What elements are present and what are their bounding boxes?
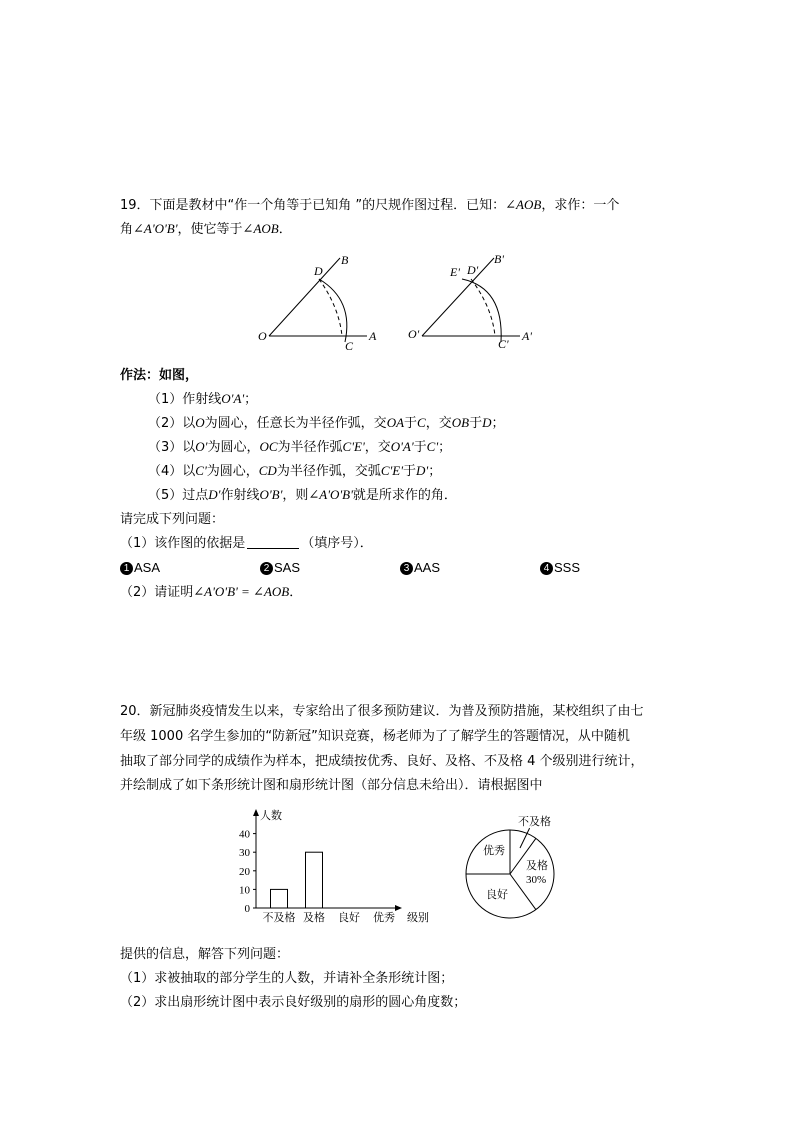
option-1	[120, 558, 160, 579]
y-axis-arrow	[253, 809, 259, 816]
bar-chart	[230, 805, 440, 925]
q20-line3: 抽取了部分同学的成绩作为样本，把成绩按优秀、良好、及格、不及格 4 个级别进行统计，	[120, 754, 644, 769]
part-2	[120, 582, 302, 603]
q20-question-2: （2）求出扇形统计图中表示良好级别的扇形的圆心角度数；	[120, 995, 467, 1010]
step-3	[148, 437, 451, 458]
option-text: SAS	[274, 560, 301, 575]
part-text: ．	[289, 585, 303, 600]
pie-label-pass-percent: 30%	[526, 874, 547, 886]
step-text: 为圆心，任意长为半径作弧，交	[204, 416, 387, 431]
pie-label-good: 良好	[486, 889, 508, 901]
y-tick-label: 40	[239, 828, 250, 841]
arc-c1e1	[462, 279, 501, 342]
step-text: （4）以	[148, 464, 196, 479]
q20-question-1: （1）求被抽取的部分学生的人数，并请补全条形统计图；	[120, 971, 454, 986]
x-axis-arrow	[395, 905, 402, 911]
q19-intro-text: ．	[278, 222, 292, 237]
math: D'	[208, 487, 221, 502]
step-text: ，交	[425, 416, 452, 431]
q19-construction-figures	[250, 250, 550, 350]
part-text: （1）该作图的依据是	[120, 536, 246, 551]
circled-number: 3	[400, 562, 413, 575]
y-tick-label: 10	[239, 884, 250, 897]
math: O'B'	[259, 487, 283, 502]
option-2	[260, 558, 300, 579]
step-text: 作射线	[220, 488, 260, 503]
math: O	[195, 415, 205, 430]
math: C'E'	[380, 463, 404, 478]
math: C'E'	[342, 439, 365, 454]
math: D	[482, 415, 492, 430]
x-tick-label: 不及格	[262, 912, 296, 924]
q20-line1: 20．新冠肺炎疫情发生以来，专家给出了很多预防建议．为普及预防措施，某校组织了由七	[120, 704, 644, 719]
part-1	[120, 534, 373, 554]
q20-line4: 并绘制成了如下条形统计图和扇形统计图（部分信息未给出）．请根据图中	[120, 778, 543, 793]
part-text: （2）请证明	[120, 585, 194, 600]
math: ∠A'O'B' = ∠AOB	[193, 584, 290, 599]
math-angle-a1o1b1: ∠A'O'B'	[133, 221, 178, 236]
step-text: 于	[469, 416, 483, 431]
step-text: 为半径作弧	[277, 440, 343, 455]
q20-line5: 提供的信息，解答下列问题：	[120, 947, 290, 962]
step-1	[148, 389, 257, 410]
q19-intro-text: 角	[120, 222, 134, 237]
q19-intro-text: 19．下面是教材中“作一个角等于已知角 ”的尺规作图过程．已知：	[120, 198, 506, 213]
x-axis-label: 级别	[407, 912, 429, 924]
q19-intro-text: ，使它等于	[177, 222, 243, 237]
step-text: 为圆心，	[207, 440, 260, 455]
label-d: D	[314, 264, 323, 278]
part-text: （填序号）．	[301, 536, 373, 551]
pie-label-excellent: 优秀	[483, 845, 505, 857]
option-text: SSS	[554, 560, 581, 575]
step-text: 于	[403, 464, 417, 479]
option-text: ASA	[134, 560, 161, 575]
step-text: 于	[404, 416, 418, 431]
step-text: 就是所求作的角．	[352, 488, 457, 503]
math: C'	[426, 439, 439, 454]
step-text: 为圆心，	[206, 464, 259, 479]
math-angle-aob: ∠AOB	[242, 221, 279, 236]
y-tick-label: 0	[244, 903, 250, 915]
step-5	[148, 485, 457, 506]
y-axis-label: 人数	[260, 810, 282, 822]
q20-line2: 年级 1000 名学生参加的“防新冠”知识竞赛，杨老师为了了解学生的答题情况，从中随机	[120, 729, 630, 744]
step-text: （5）过点	[148, 488, 209, 503]
circled-number: 2	[260, 562, 273, 575]
math: C	[417, 415, 426, 430]
step-text: ；	[244, 392, 258, 407]
method-title: 作法：如图，	[120, 368, 199, 383]
step-text: （3）以	[148, 440, 196, 455]
x-tick-label: 优秀	[373, 912, 395, 924]
complete-prompt: 请完成下列问题：	[120, 512, 225, 527]
step-4	[148, 461, 441, 482]
bar	[306, 852, 323, 908]
math: D'	[416, 463, 429, 478]
circled-number: 4	[540, 562, 553, 575]
step-text: ；	[438, 440, 452, 455]
step-text: ，交	[364, 440, 391, 455]
dashed-chord-c1d1	[471, 279, 495, 336]
label-o1: O'	[408, 327, 420, 341]
step-text: ；	[491, 416, 505, 431]
math: OA	[386, 415, 405, 430]
math: O'	[195, 439, 208, 454]
math: ∠A'O'B'	[308, 487, 353, 502]
q19-intro-line2	[120, 219, 292, 240]
ray-ob	[269, 258, 340, 336]
step-text: （1）作射线	[148, 392, 222, 407]
step-text: 于	[413, 440, 427, 455]
pie-label-fail: 不及格	[518, 816, 551, 828]
y-tick-label: 20	[239, 865, 250, 878]
label-a: A	[369, 329, 377, 343]
arc-cd	[319, 279, 347, 342]
math: OC	[259, 439, 278, 454]
label-a1: A'	[522, 329, 532, 343]
step-text: ，则	[282, 488, 309, 503]
x-tick-label: 良好	[338, 912, 360, 924]
x-tick-label: 及格	[303, 912, 325, 924]
circled-number: 1	[120, 562, 133, 575]
step-text: ；	[428, 464, 442, 479]
math: CD	[258, 463, 277, 478]
q19-intro-line1	[120, 195, 619, 216]
math: O'A'	[390, 439, 414, 454]
math: O'A'	[221, 391, 245, 406]
pie-chart	[460, 812, 560, 922]
label-b: B	[341, 253, 349, 267]
step-text: （2）以	[148, 416, 196, 431]
label-b1: B'	[494, 252, 504, 266]
q19-intro-text: ，求作：一个	[541, 198, 620, 213]
y-tick-label: 30	[239, 847, 250, 860]
answer-blank[interactable]	[247, 534, 299, 549]
label-c1: C'	[498, 337, 509, 350]
step-2	[148, 413, 505, 434]
pie-label-pass: 及格	[526, 860, 548, 872]
option-4	[540, 558, 580, 579]
label-c: C	[345, 339, 354, 350]
math: OB	[451, 415, 470, 430]
label-d1: D'	[467, 263, 479, 277]
step-text: 为半径作弧，交弧	[276, 464, 381, 479]
option-text: AAS	[414, 560, 441, 575]
bar	[271, 889, 288, 908]
label-e1: E'	[450, 265, 460, 279]
math: C'	[195, 463, 207, 478]
option-3	[400, 558, 440, 579]
math-angle-aob: ∠AOB	[505, 197, 542, 212]
label-o: O	[258, 329, 267, 343]
